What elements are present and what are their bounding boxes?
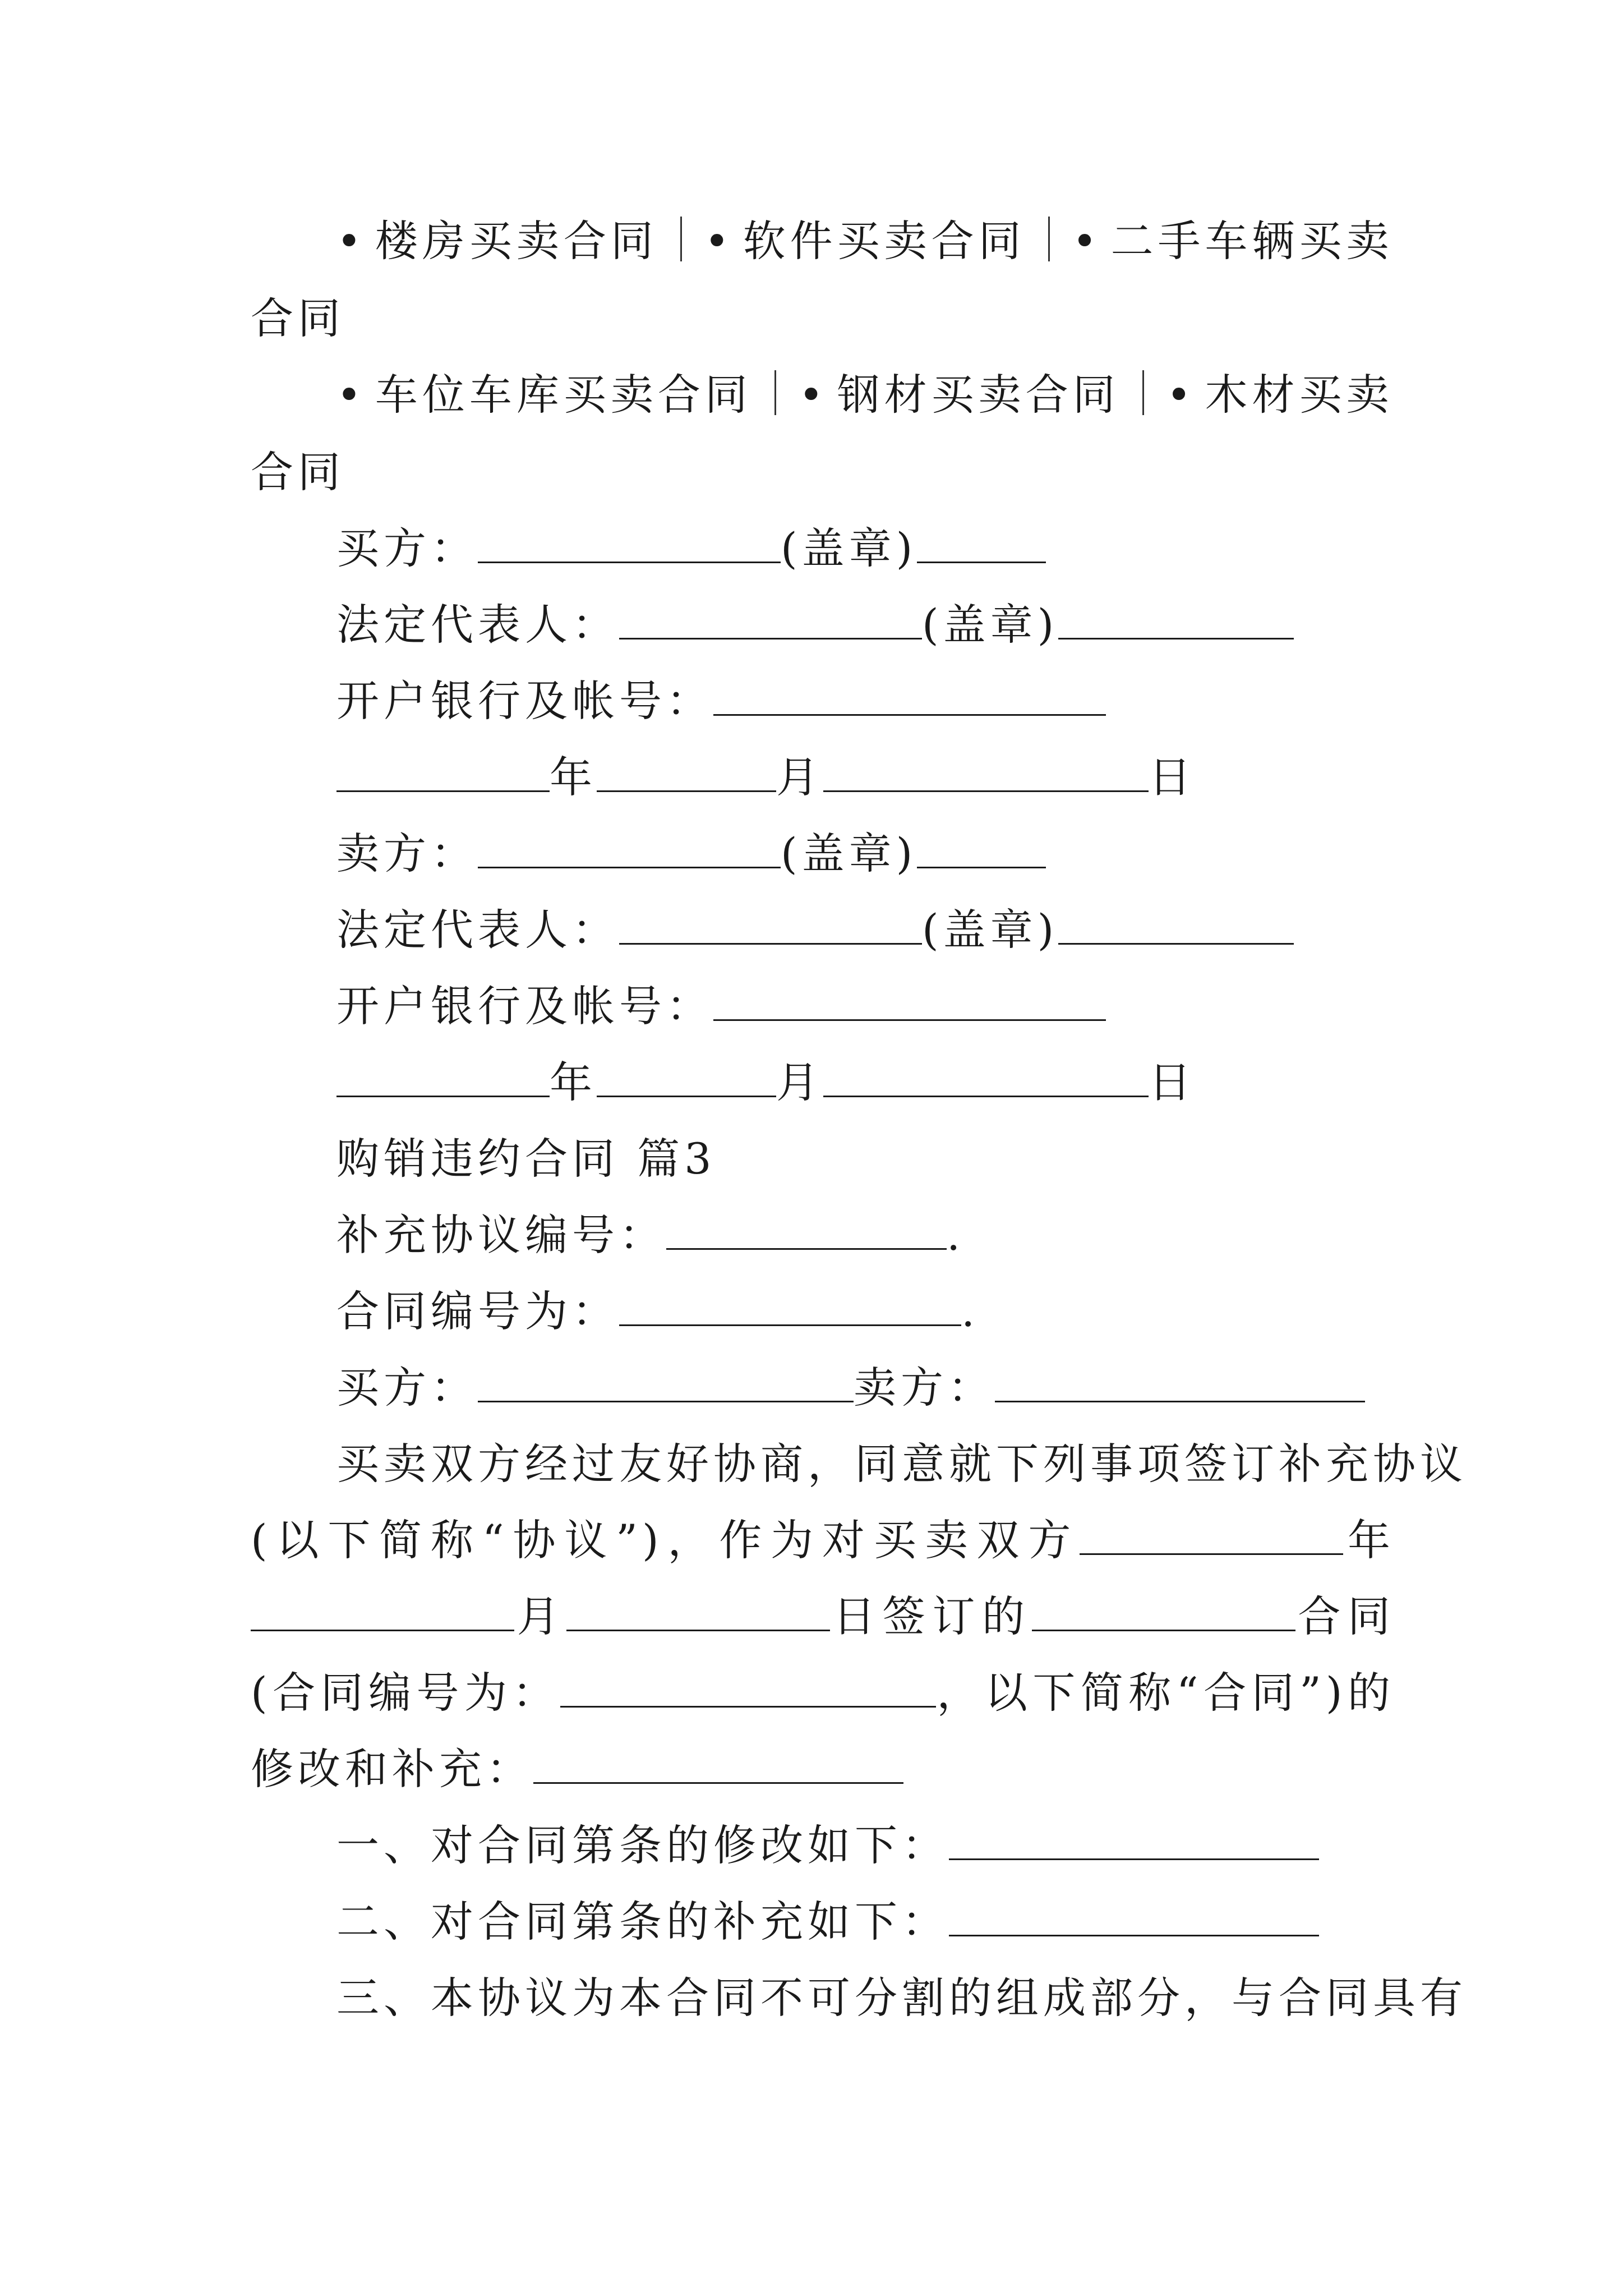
supplement-number-line — [336, 1207, 1395, 1263]
day-blank — [823, 1059, 1149, 1097]
day-label: 日 — [1149, 1057, 1196, 1107]
bank-blank — [713, 677, 1106, 716]
buyer-seal-line — [336, 521, 1395, 577]
buyer-blank — [478, 1364, 854, 1402]
related-links-row-2-wrap[interactable]: 合同 — [251, 447, 345, 497]
period: . — [947, 1210, 965, 1260]
paragraph-text: (合同编号为： — [251, 1668, 560, 1718]
paragraph-line-4 — [251, 1665, 1395, 1721]
paragraph-line-5 — [251, 1741, 1395, 1797]
seller-name-blank — [478, 830, 781, 868]
year-label: 年 — [550, 1057, 597, 1107]
section-heading: 购销违约合同 篇3 — [336, 1134, 716, 1184]
link-used-car-sale[interactable]: 二手车辆买卖 — [1110, 216, 1394, 266]
seller-blank — [995, 1364, 1365, 1402]
amendment-blank — [533, 1745, 903, 1784]
month-label: 月 — [514, 1591, 567, 1641]
buyer-label: 买方： — [336, 1363, 478, 1412]
bullet: • — [1072, 216, 1102, 266]
related-links-row-1-wrap[interactable]: 合同 — [251, 293, 345, 343]
year-label: 年 — [1343, 1515, 1395, 1565]
supplement-number-label: 补充协议编号： — [336, 1210, 666, 1260]
related-links-row-2 — [336, 367, 1395, 423]
month-label: 月 — [776, 752, 823, 802]
period: . — [961, 1286, 980, 1336]
buyer-date-line — [336, 749, 1395, 806]
year-blank — [336, 753, 550, 792]
link-parking-sale[interactable]: 车位车库买卖合同 — [375, 370, 752, 420]
seal-label: (盖章) — [781, 523, 917, 573]
seal-blank — [917, 524, 1046, 563]
link-timber-sale[interactable]: 木材买卖 — [1205, 370, 1394, 420]
year-blank — [1080, 1516, 1343, 1555]
bullet: • — [336, 370, 366, 420]
seal-blank — [1058, 601, 1294, 639]
parties-line — [336, 1360, 1395, 1416]
rep-name-blank — [619, 906, 922, 945]
month-blank — [251, 1593, 514, 1631]
month-blank — [597, 753, 776, 792]
rep-name-blank — [619, 601, 922, 639]
item-2 — [336, 1894, 1395, 1950]
rep-label: 法定代表人： — [336, 905, 619, 955]
divider — [1142, 370, 1144, 415]
seal-label: (盖章) — [922, 600, 1059, 650]
divider — [774, 370, 776, 415]
item-blank — [949, 1821, 1319, 1860]
seller-bank-line — [336, 978, 1395, 1034]
item-text: 一、对合同第条的修改如下： — [336, 1820, 949, 1870]
bullet: • — [704, 216, 734, 266]
seal-label: (盖章) — [922, 905, 1059, 955]
item-3: 三、本协议为本合同不可分割的组成部分，与合同具有 — [336, 1973, 1467, 2023]
day-blank — [823, 753, 1149, 792]
day-blank — [566, 1593, 830, 1631]
seal-blank — [1058, 906, 1294, 945]
bullet: • — [336, 216, 366, 266]
paragraph-line-3 — [251, 1589, 1395, 1645]
paragraph-text: 修改和补充： — [251, 1744, 533, 1794]
contract-number-line — [336, 1283, 1395, 1340]
divider — [680, 217, 682, 261]
contract-number-blank — [560, 1669, 936, 1708]
buyer-label: 买方： — [336, 523, 478, 573]
month-label: 月 — [776, 1057, 823, 1107]
rep-label: 法定代表人： — [336, 600, 619, 650]
divider — [1048, 217, 1050, 261]
paragraph-text: ，以下简称“合同”)的 — [935, 1668, 1395, 1718]
bank-label: 开户银行及帐号： — [336, 981, 713, 1031]
buyer-bank-line — [336, 673, 1395, 729]
supplement-number-blank — [666, 1211, 947, 1250]
buyer-name-blank — [478, 524, 781, 563]
seal-blank — [917, 830, 1046, 868]
seller-date-line — [336, 1055, 1395, 1111]
item-text: 二、对合同第条的补充如下： — [336, 1897, 949, 1947]
paragraph-line-1: 买卖双方经过友好协商，同意就下列事项签订补充协议 — [336, 1439, 1467, 1489]
seller-label: 卖方： — [854, 1363, 995, 1412]
year-blank — [336, 1059, 550, 1097]
year-label: 年 — [550, 752, 597, 802]
link-software-sale[interactable]: 软件买卖合同 — [743, 216, 1026, 266]
item-blank — [949, 1898, 1319, 1936]
paragraph-text: 合同 — [1295, 1591, 1395, 1641]
bank-blank — [713, 982, 1106, 1021]
link-building-sale[interactable]: 楼房买卖合同 — [375, 216, 658, 266]
contract-name-blank — [1032, 1593, 1295, 1631]
seller-seal-line — [336, 826, 1395, 882]
seller-label: 卖方： — [336, 829, 478, 878]
month-blank — [597, 1059, 776, 1097]
contract-number-blank — [619, 1287, 961, 1326]
related-links-row-1 — [336, 213, 1395, 269]
bullet: • — [798, 370, 828, 420]
link-steel-sale[interactable]: 钢材买卖合同 — [837, 370, 1120, 420]
bank-label: 开户银行及帐号： — [336, 676, 713, 726]
contract-number-label: 合同编号为： — [336, 1286, 619, 1336]
paragraph-text: (以下简称“协议”)，作为对买卖双方 — [251, 1515, 1080, 1565]
seal-label: (盖章) — [781, 829, 917, 878]
item-1 — [336, 1818, 1395, 1874]
paragraph-text: 日签订的 — [830, 1591, 1032, 1641]
buyer-rep-line — [336, 597, 1395, 653]
bullet: • — [1166, 370, 1196, 420]
paragraph-line-2 — [251, 1512, 1395, 1568]
day-label: 日 — [1149, 752, 1196, 802]
seller-rep-line — [336, 902, 1395, 958]
